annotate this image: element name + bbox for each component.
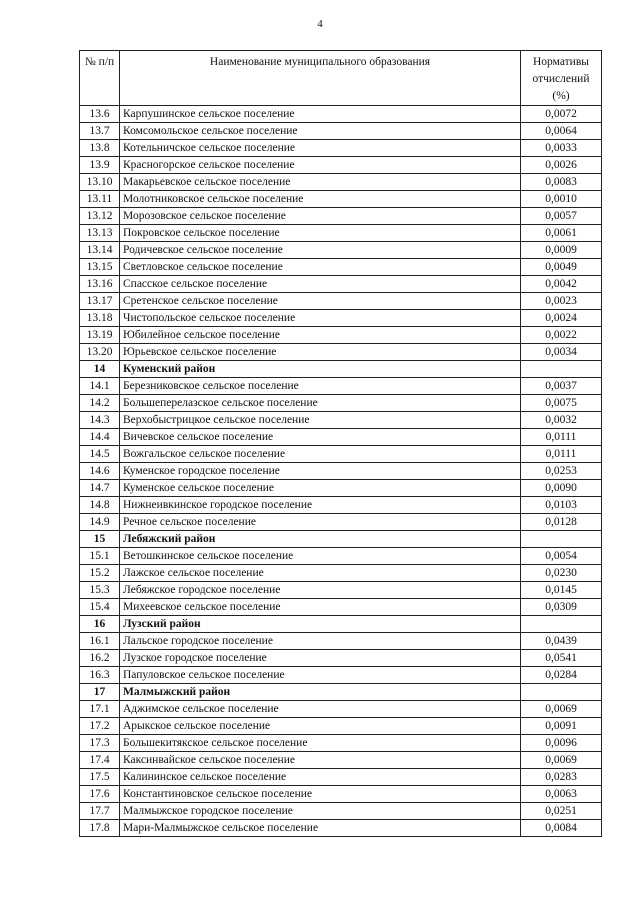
- deduction-norm-value: 0,0111: [521, 446, 602, 463]
- deduction-norm-value: 0,0075: [521, 395, 602, 412]
- deduction-norm-value: 0,0145: [521, 582, 602, 599]
- municipality-name: Лальское городское поселение: [120, 633, 521, 650]
- deduction-norm-value: 0,0064: [521, 123, 602, 140]
- municipality-name: Михеевское сельское поселение: [120, 599, 521, 616]
- table-row: [80, 242, 602, 259]
- table-row: [80, 548, 602, 565]
- deduction-norm-value: [521, 616, 602, 633]
- municipality-name: Вожгальское сельское поселение: [120, 446, 521, 463]
- municipality-name: Лузское городское поселение: [120, 650, 521, 667]
- table-header-row: [80, 51, 602, 106]
- row-number: 15.2: [80, 565, 120, 582]
- district-row: [80, 361, 602, 378]
- district-row: [80, 616, 602, 633]
- row-number: 14.5: [80, 446, 120, 463]
- row-number: 13.9: [80, 157, 120, 174]
- municipality-name: Нижнеивкинское городское поселение: [120, 497, 521, 514]
- table-row: [80, 820, 602, 837]
- deduction-norm-value: 0,0069: [521, 701, 602, 718]
- municipality-name: Аджимское сельское поселение: [120, 701, 521, 718]
- table-row: [80, 718, 602, 735]
- municipality-name: Большеперелазское сельское поселение: [120, 395, 521, 412]
- row-number: 13.13: [80, 225, 120, 242]
- row-number: 13.7: [80, 123, 120, 140]
- row-number: 13.15: [80, 259, 120, 276]
- row-number: 16.2: [80, 650, 120, 667]
- table-row: [80, 327, 602, 344]
- district-name: Лузский район: [120, 616, 521, 633]
- deduction-norm-value: 0,0023: [521, 293, 602, 310]
- municipality-name: Сретенское сельское поселение: [120, 293, 521, 310]
- table-row: [80, 276, 602, 293]
- deduction-norm-value: 0,0083: [521, 174, 602, 191]
- deduction-norm-value: 0,0010: [521, 191, 602, 208]
- header-number: № п/п: [80, 51, 120, 106]
- row-number: 13.12: [80, 208, 120, 225]
- row-number: 17.7: [80, 803, 120, 820]
- row-number: 14.9: [80, 514, 120, 531]
- deduction-norm-value: 0,0284: [521, 667, 602, 684]
- municipality-name: Речное сельское поселение: [120, 514, 521, 531]
- table-row: [80, 412, 602, 429]
- deduction-norm-value: 0,0057: [521, 208, 602, 225]
- municipality-name: Арыкское сельское поселение: [120, 718, 521, 735]
- district-name: Лебяжский район: [120, 531, 521, 548]
- table-row: [80, 565, 602, 582]
- deduction-norm-value: 0,0541: [521, 650, 602, 667]
- table-row: [80, 259, 602, 276]
- row-number: 13.18: [80, 310, 120, 327]
- table-row: [80, 395, 602, 412]
- district-name: Малмыжский район: [120, 684, 521, 701]
- deduction-norm-value: 0,0032: [521, 412, 602, 429]
- municipality-name: Морозовское сельское поселение: [120, 208, 521, 225]
- deduction-norm-value: 0,0283: [521, 769, 602, 786]
- table-row: [80, 310, 602, 327]
- row-number: 14.3: [80, 412, 120, 429]
- table-row: [80, 208, 602, 225]
- municipality-name: Куменское городское поселение: [120, 463, 521, 480]
- table-row: [80, 463, 602, 480]
- deduction-norm-value: 0,0090: [521, 480, 602, 497]
- row-number: 17.3: [80, 735, 120, 752]
- municipality-name: Лебяжское городское поселение: [120, 582, 521, 599]
- row-number: 17.6: [80, 786, 120, 803]
- municipality-name: Красногорское сельское поселение: [120, 157, 521, 174]
- row-number: 13.20: [80, 344, 120, 361]
- table-row: [80, 106, 602, 123]
- district-row: [80, 684, 602, 701]
- row-number: 15.4: [80, 599, 120, 616]
- row-number: 13.11: [80, 191, 120, 208]
- table-row: [80, 633, 602, 650]
- row-number: 17.8: [80, 820, 120, 837]
- table-row: [80, 769, 602, 786]
- table-row: [80, 667, 602, 684]
- table-row: [80, 446, 602, 463]
- row-number: 15: [80, 531, 120, 548]
- deduction-norm-value: 0,0034: [521, 344, 602, 361]
- deduction-norm-value: 0,0024: [521, 310, 602, 327]
- row-number: 13.14: [80, 242, 120, 259]
- table-row: [80, 140, 602, 157]
- municipality-name: Покровское сельское поселение: [120, 225, 521, 242]
- municipality-name: Константиновское сельское поселение: [120, 786, 521, 803]
- row-number: 13.10: [80, 174, 120, 191]
- table-row: [80, 497, 602, 514]
- municipality-name: Комсомольское сельское поселение: [120, 123, 521, 140]
- municipality-name: Котельничское сельское поселение: [120, 140, 521, 157]
- municipality-name: Каксинвайское сельское поселение: [120, 752, 521, 769]
- deduction-norm-value: 0,0309: [521, 599, 602, 616]
- deduction-norm-value: 0,0063: [521, 786, 602, 803]
- table-row: [80, 650, 602, 667]
- table-row: [80, 378, 602, 395]
- district-row: [80, 531, 602, 548]
- municipality-name: Вичевское сельское поселение: [120, 429, 521, 446]
- deduction-norm-value: 0,0230: [521, 565, 602, 582]
- municipality-name: Куменское сельское поселение: [120, 480, 521, 497]
- table-row: [80, 174, 602, 191]
- municipality-name: Макарьевское сельское поселение: [120, 174, 521, 191]
- row-number: 17.1: [80, 701, 120, 718]
- deduction-norm-value: 0,0054: [521, 548, 602, 565]
- table-row: [80, 344, 602, 361]
- row-number: 16.1: [80, 633, 120, 650]
- municipality-name: Ветошкинское сельское поселение: [120, 548, 521, 565]
- deduction-norm-value: 0,0069: [521, 752, 602, 769]
- deduction-norm-value: 0,0091: [521, 718, 602, 735]
- page-number: 4: [317, 18, 323, 30]
- norms-table: [79, 50, 602, 837]
- municipality-name: Калининское сельское поселение: [120, 769, 521, 786]
- table-row: [80, 735, 602, 752]
- deduction-norm-value: 0,0103: [521, 497, 602, 514]
- deduction-norm-value: 0,0251: [521, 803, 602, 820]
- table-row: [80, 429, 602, 446]
- deduction-norm-value: [521, 361, 602, 378]
- deduction-norm-value: 0,0042: [521, 276, 602, 293]
- table-row: [80, 803, 602, 820]
- row-number: 13.17: [80, 293, 120, 310]
- header-municipality-name: Наименование муниципального образования: [120, 51, 521, 106]
- deduction-norm-value: 0,0061: [521, 225, 602, 242]
- municipality-name: Лажское сельское поселение: [120, 565, 521, 582]
- district-name: Куменский район: [120, 361, 521, 378]
- row-number: 14.8: [80, 497, 120, 514]
- deduction-norm-value: 0,0072: [521, 106, 602, 123]
- municipality-name: Спасское сельское поселение: [120, 276, 521, 293]
- table-row: [80, 701, 602, 718]
- table-row: [80, 514, 602, 531]
- row-number: 14.2: [80, 395, 120, 412]
- municipality-name: Чистопольское сельское поселение: [120, 310, 521, 327]
- deduction-norm-value: 0,0084: [521, 820, 602, 837]
- table-row: [80, 225, 602, 242]
- municipality-name: Большекитякское сельское поселение: [120, 735, 521, 752]
- row-number: 16.3: [80, 667, 120, 684]
- row-number: 14.6: [80, 463, 120, 480]
- row-number: 13.19: [80, 327, 120, 344]
- municipality-name: Карпушинское сельское поселение: [120, 106, 521, 123]
- municipality-name: Юрьевское сельское поселение: [120, 344, 521, 361]
- table-row: [80, 480, 602, 497]
- municipality-name: Молотниковское сельское поселение: [120, 191, 521, 208]
- deduction-norm-value: 0,0439: [521, 633, 602, 650]
- row-number: 17.5: [80, 769, 120, 786]
- deduction-norm-value: 0,0009: [521, 242, 602, 259]
- row-number: 15.3: [80, 582, 120, 599]
- deduction-norm-value: 0,0033: [521, 140, 602, 157]
- table-body: [80, 106, 602, 837]
- table-row: [80, 752, 602, 769]
- table-row: [80, 599, 602, 616]
- row-number: 14.7: [80, 480, 120, 497]
- deduction-norm-value: 0,0037: [521, 378, 602, 395]
- deduction-norm-value: [521, 531, 602, 548]
- deduction-norm-value: 0,0111: [521, 429, 602, 446]
- municipality-name: Малмыжское городское поселение: [120, 803, 521, 820]
- table-row: [80, 123, 602, 140]
- deduction-norm-value: [521, 684, 602, 701]
- deduction-norm-value: 0,0253: [521, 463, 602, 480]
- row-number: 17.4: [80, 752, 120, 769]
- row-number: 13.8: [80, 140, 120, 157]
- deduction-norm-value: 0,0096: [521, 735, 602, 752]
- row-number: 17.2: [80, 718, 120, 735]
- deduction-norm-value: 0,0128: [521, 514, 602, 531]
- deduction-norm-value: 0,0022: [521, 327, 602, 344]
- municipality-name: Мари-Малмыжское сельское поселение: [120, 820, 521, 837]
- table-row: [80, 157, 602, 174]
- row-number: 13.6: [80, 106, 120, 123]
- row-number: 16: [80, 616, 120, 633]
- row-number: 14: [80, 361, 120, 378]
- table-row: [80, 786, 602, 803]
- municipality-name: Юбилейное сельское поселение: [120, 327, 521, 344]
- row-number: 14.4: [80, 429, 120, 446]
- table-row: [80, 293, 602, 310]
- row-number: 17: [80, 684, 120, 701]
- municipality-name: Родичевское сельское поселение: [120, 242, 521, 259]
- row-number: 15.1: [80, 548, 120, 565]
- table-row: [80, 191, 602, 208]
- table-row: [80, 582, 602, 599]
- row-number: 13.16: [80, 276, 120, 293]
- header-deduction-norms: Нормативы отчислений (%): [521, 51, 602, 106]
- municipality-name: Папуловское сельское поселение: [120, 667, 521, 684]
- deduction-norm-value: 0,0049: [521, 259, 602, 276]
- municipality-name: Березниковское сельское поселение: [120, 378, 521, 395]
- municipality-name: Светловское сельское поселение: [120, 259, 521, 276]
- deduction-norm-value: 0,0026: [521, 157, 602, 174]
- row-number: 14.1: [80, 378, 120, 395]
- municipality-name: Верхобыстрицкое сельское поселение: [120, 412, 521, 429]
